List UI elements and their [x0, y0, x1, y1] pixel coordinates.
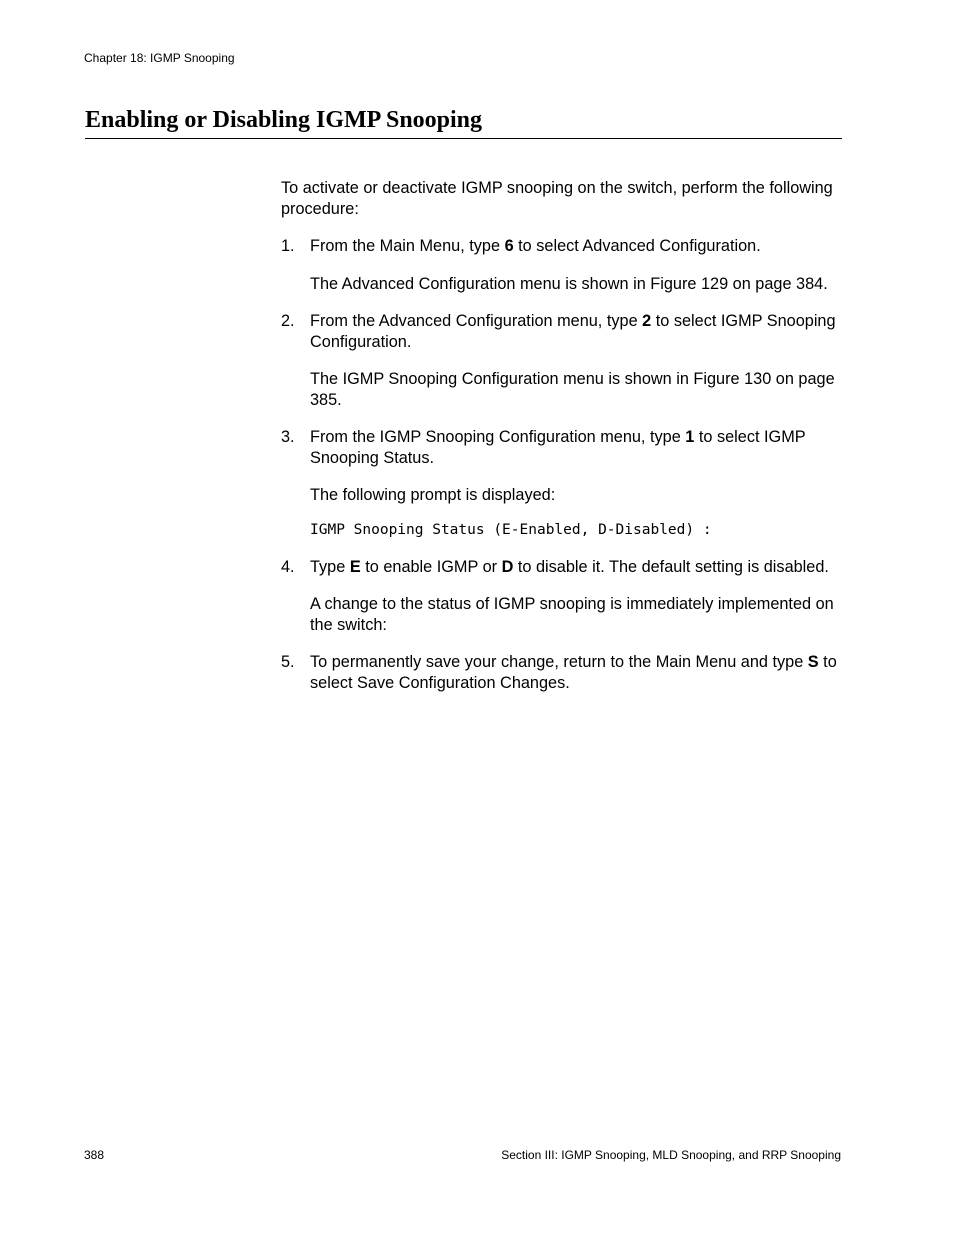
procedure-body — [281, 178, 846, 710]
page-number: 388 — [84, 1148, 105, 1162]
step-instruction: To permanently save your change, return to the Main Menu and type S to select Save Configuration Changes. — [310, 653, 837, 692]
running-header: Chapter 18: IGMP Snooping — [84, 51, 235, 65]
key-label: D — [501, 557, 514, 576]
step-number: 2. — [281, 312, 295, 330]
step-5 — [281, 652, 846, 693]
intro-paragraph: To activate or deactivate IGMP snooping on the switch, perform the following procedure: — [281, 179, 833, 218]
step-note: The IGMP Snooping Configuration menu is shown in Figure 130 on page 385. — [310, 370, 835, 409]
key-label: 2 — [642, 312, 652, 330]
key-label: E — [349, 557, 361, 576]
key-label: 6 — [504, 237, 514, 255]
step-instruction: Type E to enable IGMP or D to disable it. The default setting is disabled. — [310, 557, 829, 576]
key-label: S — [807, 653, 819, 671]
step-number: 4. — [281, 557, 295, 576]
step-4 — [281, 557, 846, 636]
step-instruction: From the Main Menu, type 6 to select Advanced Configuration. — [310, 237, 761, 255]
section-title: Enabling or Disabling IGMP Snooping — [85, 107, 842, 139]
step-2 — [281, 311, 846, 410]
step-note: The following prompt is displayed: — [310, 486, 556, 504]
step-note: The Advanced Configuration menu is shown in Figure 129 on page 384. — [310, 274, 828, 293]
step-number: 5. — [281, 653, 295, 671]
step-note: A change to the status of IGMP snooping is immediately implemented on the switch: — [310, 595, 834, 634]
step-number: 3. — [281, 428, 295, 446]
step-instruction: From the Advanced Configuration menu, type 2 to select IGMP Snooping Configuration. — [310, 312, 836, 351]
step-1 — [281, 236, 846, 294]
footer-section: Section III: IGMP Snooping, MLD Snooping, and RRP Snooping — [501, 1148, 841, 1162]
step-3 — [281, 427, 846, 540]
step-number: 1. — [281, 237, 295, 255]
prompt-code: IGMP Snooping Status (E-Enabled, D-Disabled) : — [310, 521, 712, 538]
key-label: 1 — [685, 428, 695, 446]
step-instruction: From the IGMP Snooping Configuration menu, type 1 to select IGMP Snooping Status. — [310, 428, 806, 467]
